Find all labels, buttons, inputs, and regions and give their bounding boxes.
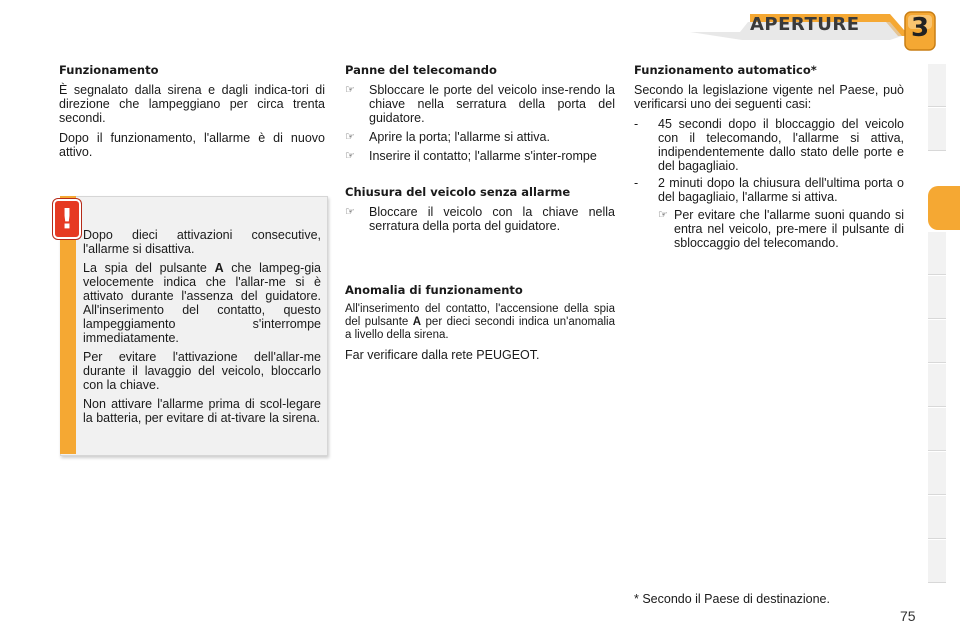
section-heading: Funzionamento automatico* — [634, 63, 817, 77]
column-3 — [634, 63, 904, 250]
dash-mark: - — [634, 117, 639, 131]
paragraph: Dopo il funzionamento, l'allarme è di nuovo attivo. — [59, 131, 325, 159]
column-2 — [345, 63, 615, 368]
warning-paragraph: Non attivare l'allarme prima di scol-legare la batteria, per evitare di at-tivare la sirena. — [83, 397, 321, 425]
bullet-text: Bloccare il veicolo con la chiave nella serratura della porta del guidatore. — [369, 205, 615, 233]
button-label-a: A — [214, 261, 224, 275]
pointing-hand-icon: ☞ — [345, 131, 355, 143]
dash-mark: - — [634, 176, 639, 190]
text-run: che lampeg-gia velocemente indica che l'allar-me si è attivato durante l'assenza del guidatore. All'inserimento del contatto, questo lampeggiamento s'interrompe immediatamente. — [83, 261, 321, 345]
text-run: per dieci secondi indica un'anomalia a livello della sirena. — [345, 316, 616, 341]
bullet-item — [658, 208, 904, 250]
bullet-text: Per evitare che l'allarme suoni quando si entra nel veicolo, pre-mere il pulsante di sbloccaggio del telecomando. — [674, 208, 904, 250]
chapter-tab[interactable] — [928, 276, 946, 319]
bullet-item — [345, 130, 615, 144]
bullet-item — [345, 149, 615, 163]
pointing-hand-icon: ☞ — [345, 206, 355, 218]
section-heading: Chiusura del veicolo senza allarme — [345, 185, 571, 199]
warning-paragraph — [83, 261, 321, 345]
bullet-text: Inserire il contatto; l'allarme s'inter-rompe — [369, 149, 597, 163]
chapter-tab[interactable] — [928, 364, 946, 407]
warning-paragraph: Dopo dieci attivazioni consecutive, l'allarme si disattiva. — [83, 228, 321, 256]
button-label-a: A — [412, 316, 422, 328]
bullet-item — [345, 83, 615, 125]
bullet-text: Aprire la porta; l'allarme si attiva. — [369, 130, 550, 144]
bullet-item — [345, 205, 615, 233]
chapter-tab[interactable] — [928, 64, 946, 107]
section-heading: Panne del telecomando — [345, 63, 497, 77]
chapter-tab[interactable] — [928, 108, 946, 151]
column-1 — [59, 63, 325, 165]
dash-text: 45 secondi dopo il bloccaggio del veicolo con il telecomando, l'allarme si attiva, indipendentemente dallo stato delle porte e del bagagliaio. — [658, 117, 904, 173]
paragraph — [345, 303, 615, 342]
chapter-tab[interactable] — [928, 320, 946, 363]
bullet-text: Sbloccare le porte del veicolo inse-rendo la chiave nella serratura della porta del guidatore. — [369, 83, 615, 125]
page-number: 75 — [900, 608, 916, 624]
footnote: * Secondo il Paese di destinazione. — [634, 592, 830, 606]
pointing-hand-icon: ☞ — [658, 209, 668, 221]
warning-icon: ! — [53, 199, 81, 239]
chapter-tab[interactable] — [928, 496, 946, 539]
chapter-tab[interactable] — [928, 452, 946, 495]
dash-text: 2 minuti dopo la chiusura dell'ultima porta o del bagagliaio, l'allarme si attiva. — [658, 176, 904, 204]
paragraph: Far verificare dalla rete PEUGEOT. — [345, 348, 540, 362]
chapter-number: 3 — [910, 13, 930, 43]
paragraph: È segnalato dalla sirena e dagli indica-tori di direzione che lampeggiano per circa trenta secondi. — [59, 83, 325, 125]
pointing-hand-icon: ☞ — [345, 150, 355, 162]
text-run: All'inserimento del contatto, l'accensione della spia del pulsante — [345, 303, 615, 328]
text-run: La spia del pulsante — [83, 261, 215, 275]
warning-text — [83, 228, 321, 430]
dash-item — [634, 117, 904, 173]
warning-paragraph: Per evitare l'attivazione dell'allar-me durante il lavaggio del veicolo, bloccarlo con la chiave. — [83, 350, 321, 392]
section-heading: Anomalia di funzionamento — [345, 283, 523, 297]
chapter-tab[interactable] — [928, 408, 946, 451]
chapter-tab-active[interactable] — [928, 186, 960, 230]
pointing-hand-icon: ☞ — [345, 84, 355, 96]
chapter-tabs — [928, 64, 960, 576]
chapter-tab[interactable] — [928, 232, 946, 275]
chapter-tab[interactable] — [928, 540, 946, 583]
dash-item — [634, 176, 904, 204]
paragraph: Secondo la legislazione vigente nel Paese, può verificarsi uno dei seguenti casi: — [634, 83, 904, 111]
chapter-title: APERTURE — [750, 14, 860, 35]
section-heading: Funzionamento — [59, 63, 159, 77]
